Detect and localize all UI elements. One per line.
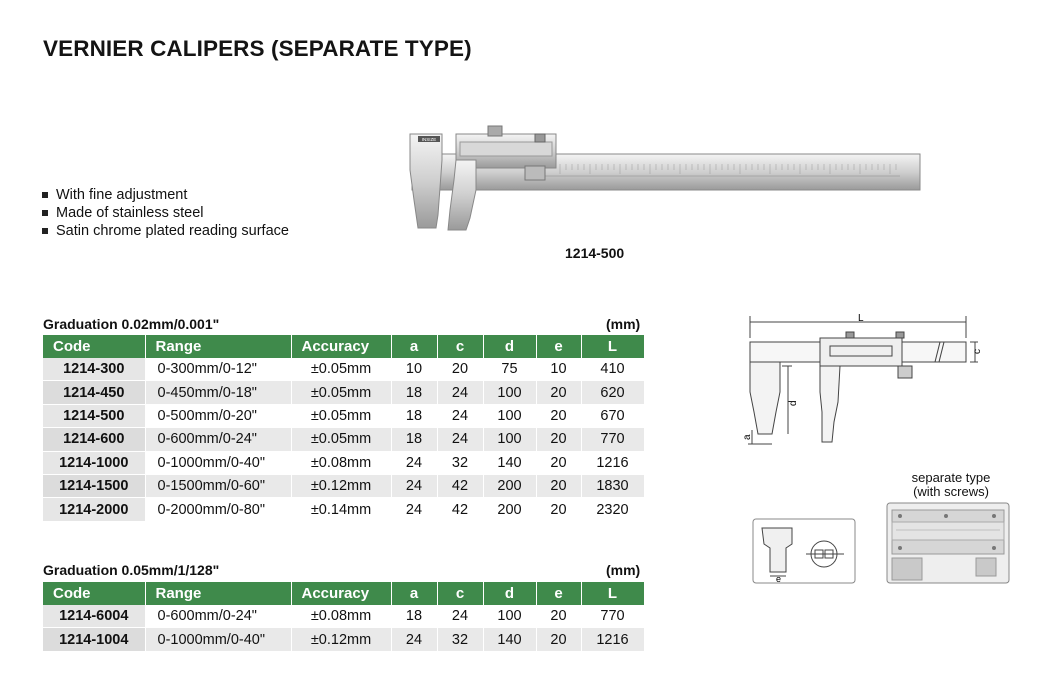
table-cell: 1216 — [581, 451, 644, 474]
graduation-title-2: Graduation 0.05mm/1/128" — [43, 562, 220, 578]
column-header: Range — [145, 335, 291, 358]
table-cell: ±0.05mm — [291, 358, 391, 381]
unit-label-2: (mm) — [606, 562, 641, 578]
table-cell: 1214-300 — [43, 358, 145, 381]
svg-text:INSIZE: INSIZE — [421, 137, 437, 142]
table-cell: ±0.05mm — [291, 404, 391, 427]
column-header: d — [483, 335, 536, 358]
table-cell: 75 — [483, 358, 536, 381]
table-cell: 24 — [437, 605, 483, 628]
dim-label-L: L — [858, 313, 864, 324]
table-row — [43, 428, 644, 451]
unit-label-1: (mm) — [606, 316, 641, 332]
feature-item: Made of stainless steel — [42, 204, 289, 222]
feature-list — [42, 186, 289, 240]
table-cell: 1214-1004 — [43, 628, 145, 651]
table-cell: 10 — [391, 358, 437, 381]
table-header-row — [43, 335, 644, 358]
table-cell: 24 — [437, 428, 483, 451]
column-header: a — [391, 335, 437, 358]
product-code-label: 1214-500 — [565, 245, 625, 261]
table-cell: 1830 — [581, 474, 644, 497]
table-cell: 20 — [536, 605, 581, 628]
column-header: Accuracy — [291, 335, 391, 358]
table-cell: 0-1500mm/0-60" — [145, 474, 291, 497]
table-cell: 18 — [391, 428, 437, 451]
table-cell: 1214-600 — [43, 428, 145, 451]
table-cell: 0-600mm/0-24" — [145, 428, 291, 451]
table-row — [43, 381, 644, 404]
table-cell: 1216 — [581, 628, 644, 651]
table-cell: 0-450mm/0-18" — [145, 381, 291, 404]
table-cell: 20 — [437, 358, 483, 381]
column-header: c — [437, 582, 483, 605]
table-cell: ±0.12mm — [291, 474, 391, 497]
feature-item: With fine adjustment — [42, 186, 289, 204]
table-cell: 0-300mm/0-12" — [145, 358, 291, 381]
table-cell: 670 — [581, 404, 644, 427]
column-header: c — [437, 335, 483, 358]
table-cell: 140 — [483, 628, 536, 651]
table-row — [43, 404, 644, 427]
table-header-row — [43, 582, 644, 605]
dimension-diagram — [730, 312, 983, 462]
table-cell: 32 — [437, 628, 483, 651]
table-cell: 1214-450 — [43, 381, 145, 404]
table-cell: 24 — [391, 474, 437, 497]
jaw-detail-diagram — [752, 518, 856, 584]
table-cell: 410 — [581, 358, 644, 381]
table-cell: ±0.14mm — [291, 498, 391, 521]
table-cell: 770 — [581, 428, 644, 451]
table-cell: 100 — [483, 404, 536, 427]
page-title: VERNIER CALIPERS (SEPARATE TYPE) — [43, 36, 472, 61]
dim-label-e: e — [776, 574, 782, 584]
table-cell: ±0.05mm — [291, 428, 391, 451]
table-cell: 18 — [391, 381, 437, 404]
column-header: L — [581, 582, 644, 605]
table-row — [43, 358, 644, 381]
table-cell: 24 — [391, 498, 437, 521]
table-cell: 200 — [483, 474, 536, 497]
table-cell: 10 — [536, 358, 581, 381]
table-cell: 32 — [437, 451, 483, 474]
table-row — [43, 605, 644, 628]
table-cell: 18 — [391, 404, 437, 427]
table-row — [43, 451, 644, 474]
table-cell: 20 — [536, 498, 581, 521]
table-cell: 620 — [581, 381, 644, 404]
separate-type-image — [886, 502, 1010, 584]
table-cell: 0-2000mm/0-80" — [145, 498, 291, 521]
table-cell: ±0.05mm — [291, 381, 391, 404]
table-cell: 200 — [483, 498, 536, 521]
table-cell: ±0.12mm — [291, 628, 391, 651]
table-cell: 100 — [483, 428, 536, 451]
table-cell: 0-1000mm/0-40" — [145, 451, 291, 474]
table-cell: 1214-6004 — [43, 605, 145, 628]
table-cell: 20 — [536, 404, 581, 427]
table-cell: 20 — [536, 474, 581, 497]
dim-label-d: d — [788, 400, 799, 406]
table-cell: 1214-1500 — [43, 474, 145, 497]
column-header: Range — [145, 582, 291, 605]
table-cell: 20 — [536, 628, 581, 651]
column-header: Code — [43, 335, 145, 358]
table-row — [43, 628, 644, 651]
column-header: Code — [43, 582, 145, 605]
table-cell: 100 — [483, 605, 536, 628]
spec-table-2 — [43, 582, 645, 652]
feature-item: Satin chrome plated reading surface — [42, 222, 289, 240]
table-cell: 24 — [391, 451, 437, 474]
table-cell: 42 — [437, 474, 483, 497]
table-cell: 100 — [483, 381, 536, 404]
table-cell: 1214-1000 — [43, 451, 145, 474]
column-header: d — [483, 582, 536, 605]
table-cell: ±0.08mm — [291, 451, 391, 474]
table-cell: 770 — [581, 605, 644, 628]
caliper-product-image — [400, 120, 930, 240]
table-cell: 42 — [437, 498, 483, 521]
column-header: Accuracy — [291, 582, 391, 605]
table-cell: 18 — [391, 605, 437, 628]
table-cell: 24 — [437, 381, 483, 404]
table-cell: 20 — [536, 428, 581, 451]
table-cell: 24 — [391, 628, 437, 651]
bullet-icon — [42, 192, 48, 198]
table-cell: 0-600mm/0-24" — [145, 605, 291, 628]
column-header: a — [391, 582, 437, 605]
dim-label-c: c — [972, 349, 983, 354]
table-cell: 140 — [483, 451, 536, 474]
table-cell: 1214-2000 — [43, 498, 145, 521]
table-cell: 1214-500 — [43, 404, 145, 427]
separate-type-label: separate type (with screws) — [911, 470, 991, 499]
table-row — [43, 498, 644, 521]
table-cell: ±0.08mm — [291, 605, 391, 628]
column-header: e — [536, 582, 581, 605]
column-header: L — [581, 335, 644, 358]
graduation-title-1: Graduation 0.02mm/0.001" — [43, 316, 220, 332]
spec-table-1 — [43, 335, 645, 522]
column-header: e — [536, 335, 581, 358]
table-cell: 20 — [536, 451, 581, 474]
table-cell: 20 — [536, 381, 581, 404]
table-cell: 24 — [437, 404, 483, 427]
table-cell: 0-500mm/0-20" — [145, 404, 291, 427]
bullet-icon — [42, 210, 48, 216]
table-cell: 2320 — [581, 498, 644, 521]
table-row — [43, 474, 644, 497]
bullet-icon — [42, 228, 48, 234]
dim-label-a: a — [742, 434, 753, 440]
table-cell: 0-1000mm/0-40" — [145, 628, 291, 651]
